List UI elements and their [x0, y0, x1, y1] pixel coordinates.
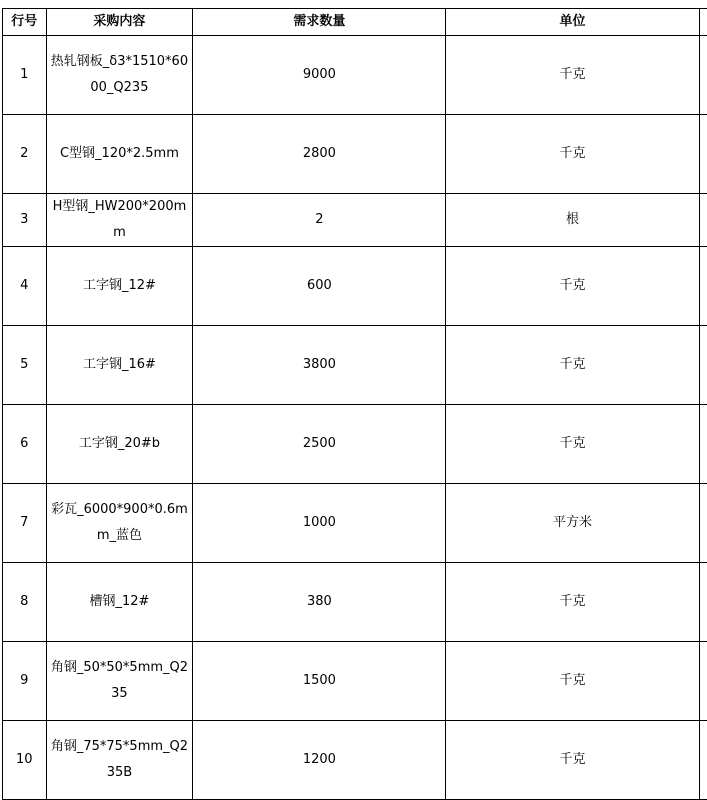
row-no: 5	[3, 326, 47, 405]
header-row	[3, 9, 707, 36]
row-unit: 平方米	[446, 484, 699, 563]
row-quantity: 1500	[193, 642, 446, 721]
row-cut-cell	[699, 194, 707, 247]
table-row	[3, 115, 707, 194]
header-content: 采购内容	[46, 9, 193, 36]
row-quantity: 2500	[193, 405, 446, 484]
header-cut-column	[699, 9, 707, 36]
table-row	[3, 36, 707, 115]
row-unit: 千克	[446, 115, 699, 194]
row-quantity: 1000	[193, 484, 446, 563]
row-cut-cell	[699, 642, 707, 721]
row-cut-cell	[699, 36, 707, 115]
row-cut-cell	[699, 247, 707, 326]
row-unit: 千克	[446, 36, 699, 115]
table-row	[3, 484, 707, 563]
row-quantity: 9000	[193, 36, 446, 115]
table-row	[3, 326, 707, 405]
row-quantity: 2800	[193, 115, 446, 194]
row-content: 工字钢_20#b	[46, 405, 193, 484]
row-unit: 千克	[446, 247, 699, 326]
table-row	[3, 194, 707, 247]
row-unit: 千克	[446, 405, 699, 484]
row-content: 工字钢_12#	[46, 247, 193, 326]
row-content: C型钢_120*2.5mm	[46, 115, 193, 194]
row-no: 8	[3, 563, 47, 642]
row-cut-cell	[699, 721, 707, 800]
row-content: H型钢_HW200*200mm	[46, 194, 193, 247]
row-no: 3	[3, 194, 47, 247]
row-content: 工字钢_16#	[46, 326, 193, 405]
row-quantity: 1200	[193, 721, 446, 800]
row-cut-cell	[699, 405, 707, 484]
row-content: 槽钢_12#	[46, 563, 193, 642]
table-row	[3, 247, 707, 326]
row-unit: 千克	[446, 642, 699, 721]
row-no: 7	[3, 484, 47, 563]
row-cut-cell	[699, 563, 707, 642]
row-content: 彩瓦_6000*900*0.6mm_蓝色	[46, 484, 193, 563]
row-unit: 千克	[446, 326, 699, 405]
row-content: 角钢_50*50*5mm_Q235	[46, 642, 193, 721]
row-content: 角钢_75*75*5mm_Q235B	[46, 721, 193, 800]
row-unit: 千克	[446, 563, 699, 642]
row-quantity: 2	[193, 194, 446, 247]
row-quantity: 380	[193, 563, 446, 642]
row-no: 1	[3, 36, 47, 115]
row-content: 热轧钢板_δ3*1510*6000_Q235	[46, 36, 193, 115]
row-quantity: 600	[193, 247, 446, 326]
procurement-table	[2, 8, 707, 800]
table-row	[3, 563, 707, 642]
row-cut-cell	[699, 484, 707, 563]
table-row	[3, 721, 707, 800]
row-unit: 千克	[446, 721, 699, 800]
header-row-no: 行号	[3, 9, 47, 36]
table-row	[3, 405, 707, 484]
table-row	[3, 642, 707, 721]
row-no: 4	[3, 247, 47, 326]
row-no: 2	[3, 115, 47, 194]
row-no: 6	[3, 405, 47, 484]
row-no: 10	[3, 721, 47, 800]
header-unit: 单位	[446, 9, 699, 36]
row-cut-cell	[699, 115, 707, 194]
row-unit: 根	[446, 194, 699, 247]
row-no: 9	[3, 642, 47, 721]
row-quantity: 3800	[193, 326, 446, 405]
row-cut-cell	[699, 326, 707, 405]
header-quantity: 需求数量	[193, 9, 446, 36]
